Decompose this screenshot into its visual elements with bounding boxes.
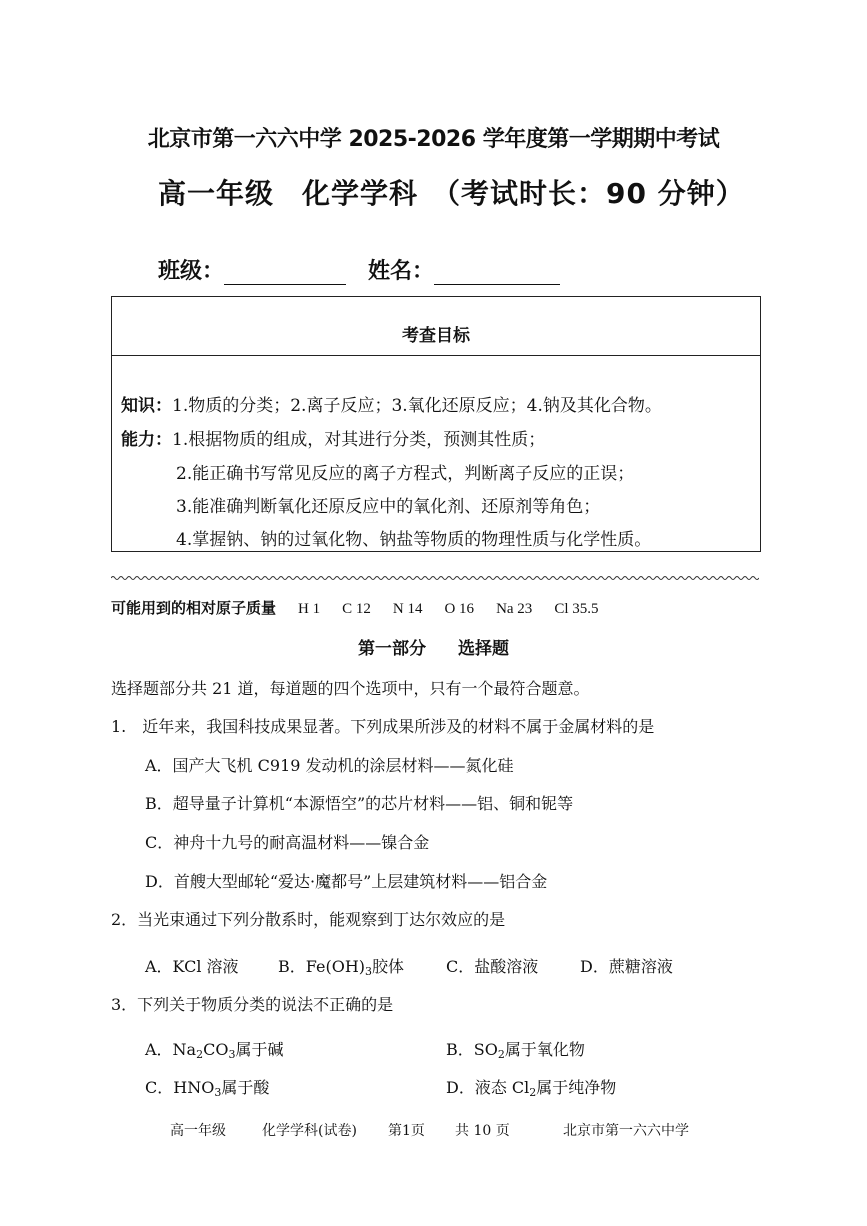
q2-option-b-suffix: 胶体 <box>372 957 405 976</box>
knowledge-label: 知识： <box>121 396 172 416</box>
subscript: 2 <box>497 1048 505 1061</box>
class-field[interactable] <box>224 264 346 285</box>
atomic-masses-label: 可能用到的相对原子质量 <box>111 599 277 617</box>
name-field[interactable] <box>434 264 560 285</box>
ability-item: 2.能正确书写常见反应的离子方程式，判断离子反应的正误； <box>176 464 635 484</box>
ability-line-1 <box>121 425 545 450</box>
question-2-stem: 2．当光束通过下列分散系时，能观察到丁达尔效应的是 <box>111 910 506 929</box>
ability-item: 4.掌握钠、钠的过氧化物、钠盐等物质的物理性质与化学性质。 <box>176 530 652 550</box>
subscript: 3 <box>365 965 373 978</box>
question-1-stem: 1. 近年来，我国科技成果显著。下列成果所涉及的材料不属于金属材料的是 <box>111 717 655 736</box>
grade-label: 高一年级 <box>158 177 275 210</box>
atomic-mass-value: Cl 35.5 <box>554 601 599 617</box>
q3-option-d-text: D．液态 Cl <box>446 1078 530 1097</box>
atomic-mass-value: Na 23 <box>496 601 533 617</box>
q2-option-b-text: B．Fe(OH) <box>278 957 366 976</box>
q1-option-d: D．首艘大型邮轮“爱达·魔都号”上层建筑材料——铝合金 <box>145 872 548 891</box>
q1-option-b: B．超导量子计算机“本源悟空”的芯片材料——铝、铜和铌等 <box>145 794 574 813</box>
q3-option-a-suffix: 属于碱 <box>235 1040 284 1059</box>
q3-option-a-text: A．Na <box>145 1040 197 1059</box>
q2-option-d: D．蔗糖溶液 <box>580 957 673 976</box>
atomic-mass-value: O 16 <box>444 601 475 617</box>
q3-option-d-suffix: 属于纯净物 <box>536 1078 617 1097</box>
footer-grade: 高一年级 <box>170 1123 226 1139</box>
atomic-mass-value: C 12 <box>342 601 371 617</box>
part-heading <box>0 634 867 659</box>
atomic-mass-value: N 14 <box>392 601 423 617</box>
footer-total: 共 10 页 <box>455 1123 510 1139</box>
footer-school: 北京市第一六六中学 <box>563 1123 689 1139</box>
ability-item: 3.能准确判断氧化还原反应中的氧化剂、还原剂等角色； <box>176 497 601 517</box>
ability-item: 1.根据物质的组成，对其进行分类，预测其性质； <box>172 430 546 450</box>
q3-option-d <box>446 1075 616 1099</box>
class-label: 班级： <box>158 259 225 284</box>
question-3-stem: 3．下列关于物质分类的说法不正确的是 <box>111 995 394 1014</box>
q3-option-a-mid: CO <box>203 1040 229 1059</box>
ability-label: 能力： <box>121 430 172 450</box>
q2-option-c: C．盐酸溶液 <box>446 957 539 976</box>
part-title: 第一部分 <box>358 639 426 659</box>
q2-option-a: A．KCl 溶液 <box>145 957 239 976</box>
knowledge-text: 1.物质的分类；2.离子反应；3.氧化还原反应；4.钠及其化合物。 <box>172 396 662 416</box>
footer-subject: 化学学科(试卷) <box>262 1123 357 1139</box>
q2-option-b <box>278 954 404 978</box>
subscript: 2 <box>529 1086 537 1099</box>
atomic-mass-value: H 1 <box>298 601 321 617</box>
q3-option-c <box>145 1075 269 1099</box>
q3-option-c-suffix: 属于酸 <box>221 1078 270 1097</box>
atomic-masses <box>111 597 599 618</box>
wavy-divider <box>111 575 759 581</box>
subscript: 3 <box>228 1048 236 1061</box>
q3-option-b-text: B．SO <box>446 1040 498 1059</box>
exam-title: 北京市第一六六中学 2025-2026 学年度第一学期期中考试 <box>147 127 720 152</box>
objectives-heading: 考查目标 <box>112 297 760 356</box>
subject-label: 化学学科 <box>302 177 419 210</box>
q1-option-a: A．国产大飞机 C919 发动机的涂层材料——氮化硅 <box>145 756 514 775</box>
q1-option-c: C．神舟十九号的耐高温材料——镍合金 <box>145 833 430 852</box>
footer-page: 第1页 <box>388 1123 425 1139</box>
exam-subtitle <box>158 172 745 212</box>
q3-option-a <box>145 1037 283 1061</box>
part-instructions: 选择题部分共 21 道，每道题的四个选项中，只有一个最符合题意。 <box>111 679 590 698</box>
part-subtitle: 选择题 <box>458 639 509 659</box>
duration-label: （考试时长：90 分钟） <box>432 177 745 210</box>
student-info <box>158 254 560 285</box>
q3-option-c-text: C．HNO <box>145 1078 215 1097</box>
subscript: 2 <box>196 1048 204 1061</box>
q3-option-b-suffix: 属于氧化物 <box>504 1040 585 1059</box>
subscript: 3 <box>214 1086 222 1099</box>
name-label: 姓名： <box>368 259 435 284</box>
q3-option-b <box>446 1037 585 1061</box>
knowledge-line <box>121 391 662 416</box>
